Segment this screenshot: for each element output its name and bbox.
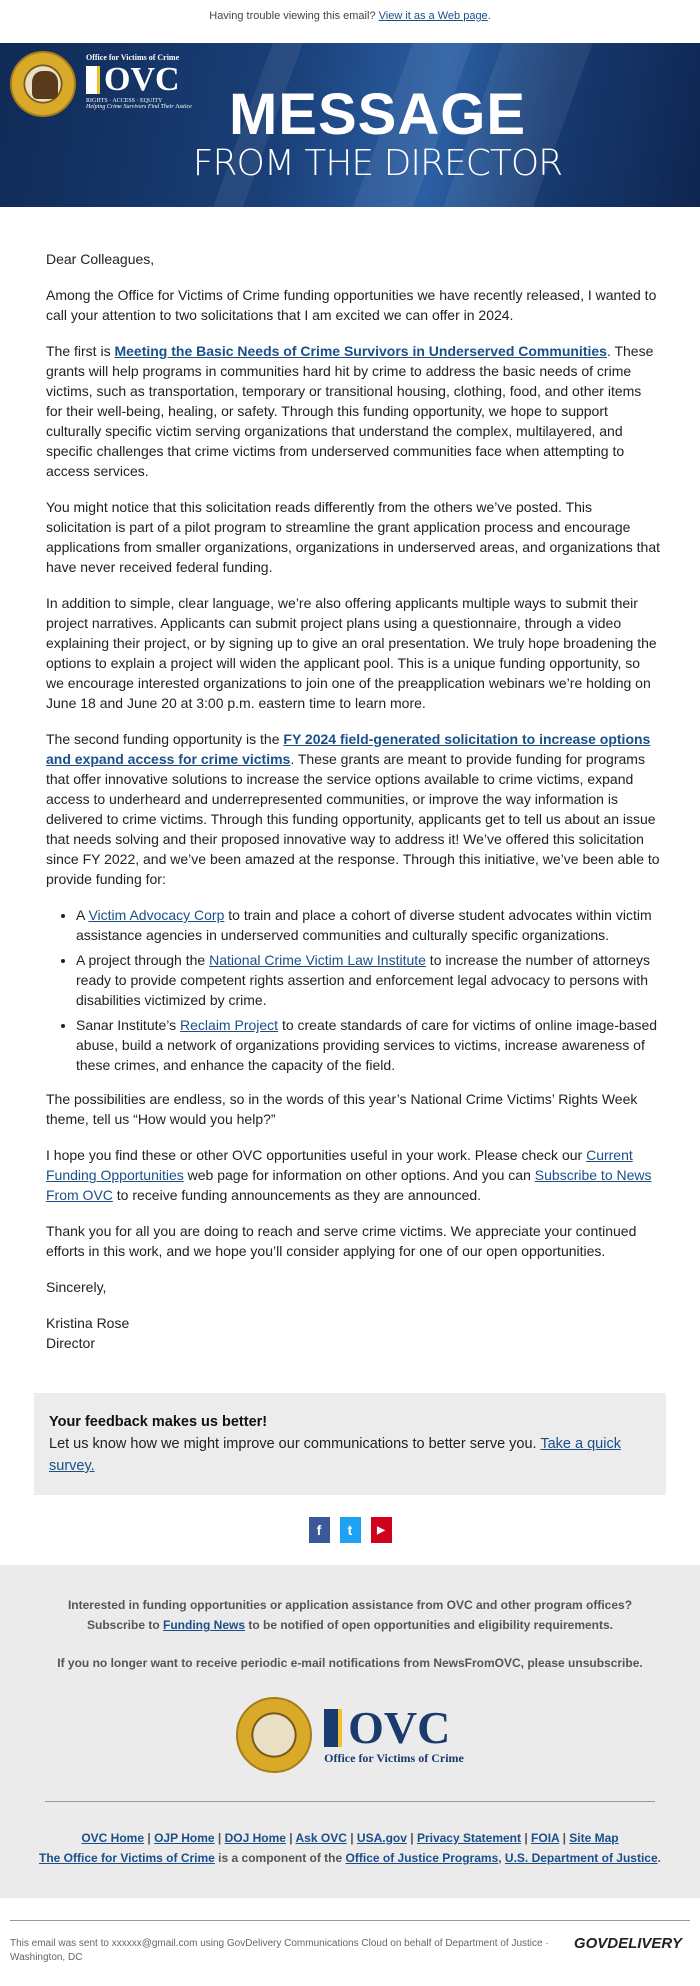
ovc-logo: Office for Victims of Crime OVC RIGHTS · ACCESS · EQUITY Helping Crime Survivors Find Their Justice <box>86 53 192 110</box>
privacy-link[interactable]: Privacy Statement <box>416 1831 522 1845</box>
preheader: Having trouble viewing this email? View it as a Web page. <box>209 10 491 22</box>
delivery-footer: This email was sent to xxxxxx@gmail.com using GovDelivery Communications Cloud on behalf of Department of Justice · Washington, DC GOVDELIVERY <box>10 1920 690 1965</box>
paragraph: I hope you find these or other OVC opportunities useful in your work. Please check our Current Funding Opportunities web page for information on other options. And you can Subscribe to News From OVC to receive funding announcements as they are announced. <box>46 1147 652 1203</box>
view-web-page-link[interactable]: View it as a Web page <box>378 10 488 22</box>
current-funding-link[interactable]: Current Funding Opportunities <box>46 1147 633 1183</box>
paragraph: The second funding opportunity is the FY 2024 field-generated solicitation to increase options and expand access for crime victims. These grants are meant to provide funding for programs that offer innovative solutions to increase the service options available to crime victims, expand access to underheard and underrepresented communities, or improve the way information is delivered to crime victims. Through this funding opportunity, applicants get to tell us about an issue that needs solving and their proposed innovative way to address it! We’ve offered this solicitation since FY 2022, and we’ve been amazed at the response. Through this initiative, we’ve been able to provide funding for: <box>46 731 660 887</box>
ovc-link[interactable]: The Office for Victims of Crime <box>39 1851 215 1865</box>
social-links <box>0 1517 700 1543</box>
footer-nav: OVC Home | OJP Home | DOJ Home | Ask OVC | USA.gov | Privacy Statement | FOIA | Site Map The Office for Victims of Crime is a component of the Office of Justice Programs, U.S. Department of Justice. <box>39 1831 661 1865</box>
twitter-icon[interactable]: t <box>340 1517 361 1543</box>
ojp-home-link[interactable]: OJP Home <box>154 1831 215 1845</box>
doj-link[interactable]: U.S. Department of Justice <box>504 1851 658 1865</box>
paragraph: You might notice that this solicitation reads differently from the others we’ve posted. This solicitation is part of a pilot program to streamline the grant application process and encourage applications from smaller organizations, organizations in underserved areas, and organizations that have never received federal funding. <box>46 499 661 575</box>
facebook-icon[interactable]: f <box>309 1517 330 1543</box>
paragraph: The possibilities are endless, so in the words of this year’s National Crime Victims’ Rights Week theme, tell us “How would you help?” <box>46 1091 638 1127</box>
victim-advocacy-corp-link[interactable]: Victim Advocacy Corp <box>88 907 225 923</box>
message-body <box>46 249 660 1353</box>
ovc-home-link[interactable]: OVC Home <box>81 1831 145 1845</box>
list-item: • A Victim Advocacy Corp to train and place a cohort of diverse student advocates within victim assistance agencies in underserved communities and culturally specific organizations. <box>76 905 660 945</box>
funding-news-link[interactable]: Funding News <box>163 1618 245 1632</box>
govdelivery-logo: GOVDELIVERY <box>573 1935 682 1952</box>
paragraph: The first is Meeting the Basic Needs of Crime Survivors in Underserved Communities. These grants will help programs in communities hard hit by crime to address the basic needs of crime victims, such as transportation, temporary or transitional housing, clothing, food, and other items for their well-being, healing, or safety. Through this funding opportunity, we hope to support culturally specific victim serving organizations that understand the complex, multilayered, and specific challenges that crime victims from underserved communities face when attempting to access services. <box>46 343 654 479</box>
banner-title: MESSAGE <box>228 82 527 147</box>
subscribe-link[interactable]: Subscribe to News From OVC <box>46 1167 652 1203</box>
list-item: • A project through the National Crime Victim Law Institute to increase the number of attorneys ready to provide competent rights assertion and enforcement legal advocacy to persons with disabilities victimized by crime. <box>76 950 660 1010</box>
youtube-icon[interactable]: ▶ <box>371 1517 392 1543</box>
survey-link[interactable]: Take a quick survey. <box>49 1436 621 1474</box>
ojp-link[interactable]: Office of Justice Programs <box>345 1851 499 1865</box>
greeting: Dear Colleagues, <box>46 251 155 267</box>
reclaim-project-link[interactable]: Reclaim Project <box>180 1017 279 1033</box>
list-item: • Sanar Institute’s Reclaim Project to create standards of care for victims of online image-based abuse, build a network of organizations providing services to victims, increase awareness of these crimes, and enhance the capacity of the field. <box>76 1015 660 1075</box>
signature-role: Director <box>46 1335 96 1351</box>
footer: Interested in funding opportunities or application assistance from OVC and other program offices? Subscribe to Funding News to be notified of open opportunities and eligibility requirements. If you no longer want to receive periodic e-mail notifications from NewsFromOVC, please unsubscribe. OVC Office for Victims of Crime OVC Home | OJP Home | DOJ Home | Ask OVC | USA.gov | Privacy Statement | FOIA | Site Map The Office for Victims of Crime is a component of the Office of Justice Programs, U.S. Department of Justice. <box>0 1565 700 1898</box>
footer-logo: OVC Office for Victims of Crime <box>0 1697 700 1773</box>
signature-name: Kristina Rose <box>46 1315 130 1331</box>
paragraph: In addition to simple, clear language, we’re also offering applicants multiple ways to submit their project narratives. Applicants can submit project plans using a questionnaire, through a video explaining their project, or by signing up to give an oral presentation. We truly hope broadening the options to explain a project will widen the applicant pool. This is a unique funding opportunity, so we encourage interested organizations to join one of the preapplication webinars we’re holding on June 18 and June 20 at 3:00 p.m. eastern time to learn more. <box>46 595 657 711</box>
ncvli-link[interactable]: National Crime Victim Law Institute <box>209 952 426 968</box>
usa-gov-link[interactable]: USA.gov <box>356 1831 407 1845</box>
funded-projects-list <box>76 905 660 1075</box>
unsubscribe-text: If you no longer want to receive periodic e-mail notifications from NewsFromOVC, please unsubscribe. <box>57 1656 643 1670</box>
basic-needs-solicitation-link[interactable]: Meeting the Basic Needs of Crime Survivors in Underserved Communities <box>114 343 607 359</box>
foia-link[interactable]: FOIA <box>531 1831 560 1845</box>
ask-ovc-link[interactable]: Ask OVC <box>295 1831 347 1845</box>
paragraph: Thank you for all you are doing to reach and serve crime victims. We appreciate your continued efforts in this work, and we hope you’ll consider applying for one of our open opportunities. <box>46 1223 637 1259</box>
paragraph: Among the Office for Victims of Crime funding opportunities we have recently released, I wanted to call your attention to two solicitations that I am excited we can offer in 2024. <box>46 287 657 323</box>
banner-subtitle: FROM THE DIRECTOR <box>192 143 563 184</box>
site-map-link[interactable]: Site Map <box>569 1831 619 1845</box>
divider <box>45 1801 655 1802</box>
feedback-box: Your feedback makes us better! Let us know how we might improve our communications to better serve you. Take a quick survey. <box>34 1393 666 1495</box>
field-generated-solicitation-link[interactable]: FY 2024 field-generated solicitation to increase options and expand access for crime victims <box>46 731 651 767</box>
doj-home-link[interactable]: DOJ Home <box>224 1831 286 1845</box>
header-banner <box>0 43 700 207</box>
ojp-seal-icon <box>236 1697 312 1773</box>
closing: Sincerely, <box>46 1279 107 1295</box>
